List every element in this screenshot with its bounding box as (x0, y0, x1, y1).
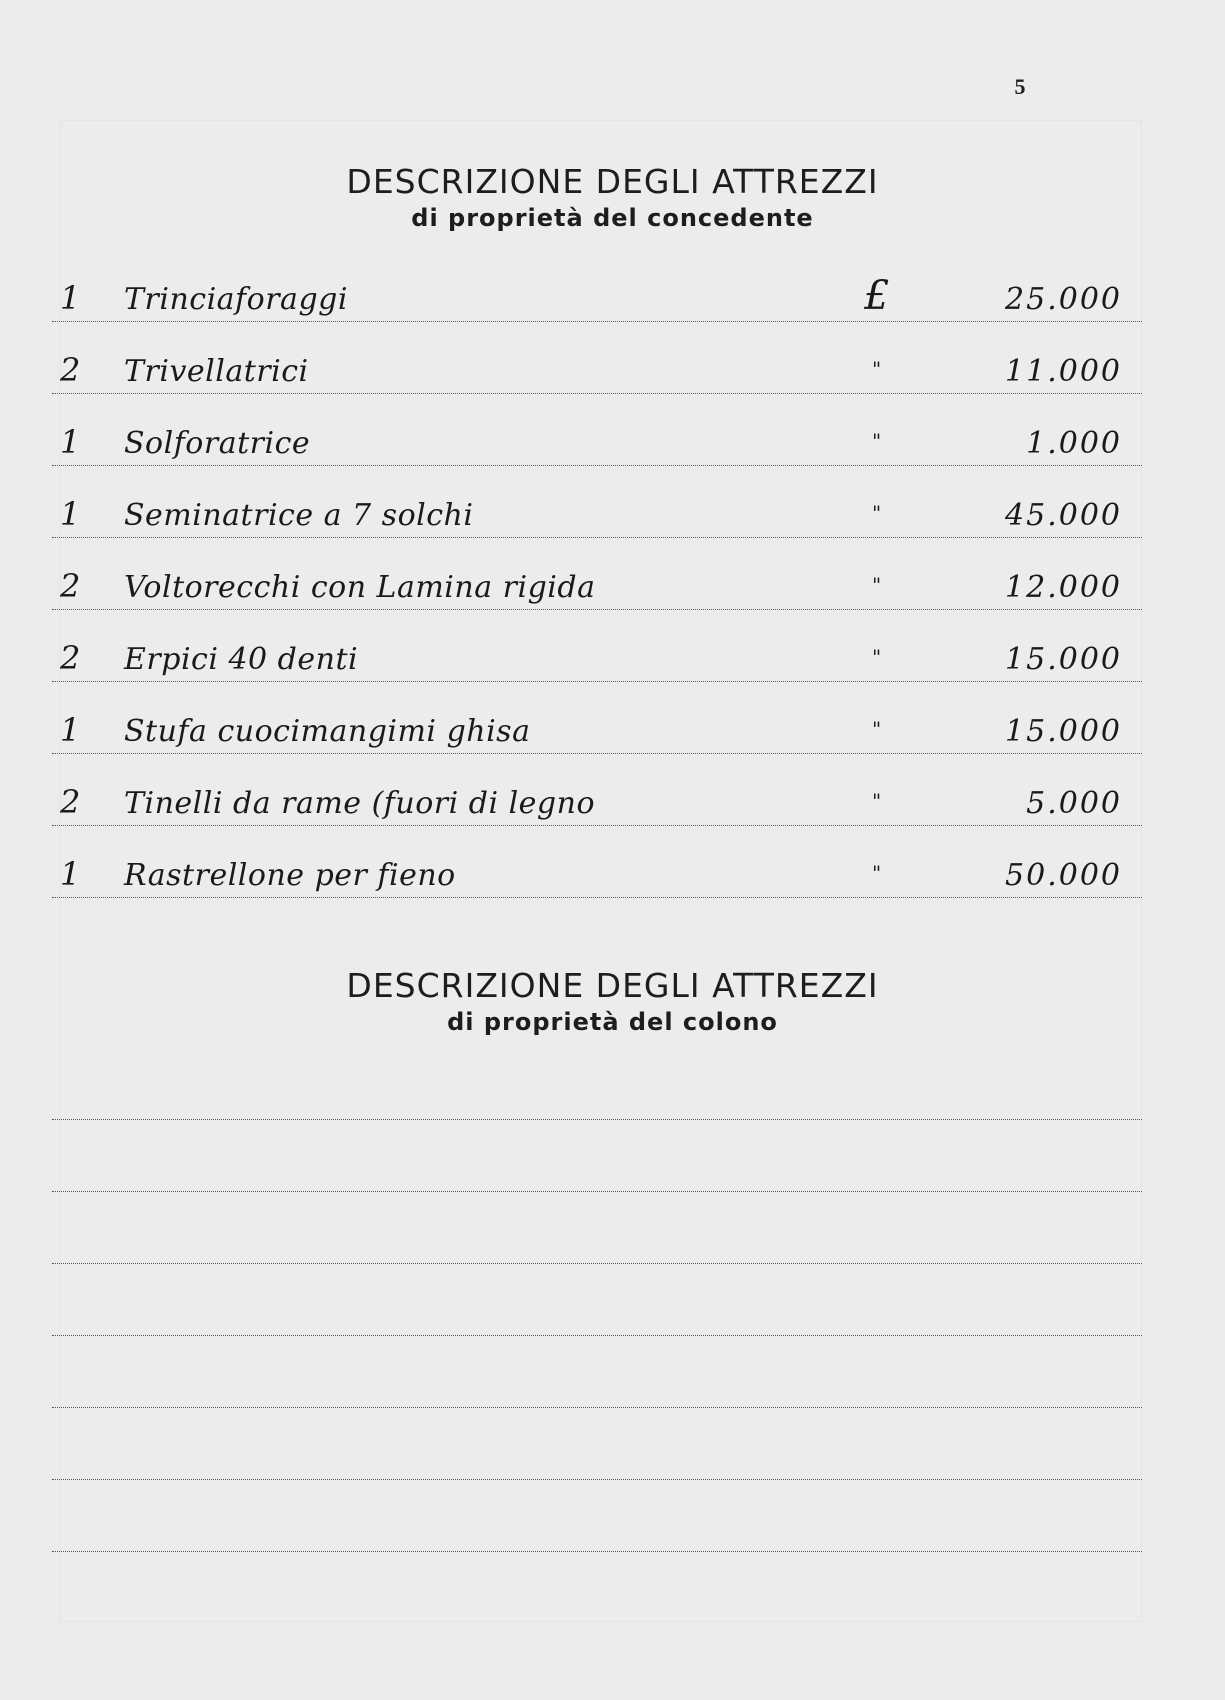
equipment-row (52, 466, 1142, 538)
item-amount: 5.000 (1026, 786, 1122, 821)
ditto-mark: " (872, 789, 882, 813)
ditto-mark: " (872, 357, 882, 381)
item-amount: 1.000 (1026, 426, 1122, 461)
item-amount: 15.000 (1005, 714, 1122, 749)
item-quantity: 1 (60, 279, 81, 317)
item-quantity: 2 (60, 351, 81, 389)
tenant-section-title: DESCRIZIONE DEGLI ATTREZZI (346, 966, 879, 1005)
page-number: 5 (1014, 74, 1026, 99)
blank-ledger-line (52, 1408, 1142, 1480)
blank-ledger-line (52, 1048, 1142, 1120)
ditto-mark: " (872, 645, 882, 669)
item-description: Trinciaforaggi (124, 282, 348, 317)
owner-section-title: DESCRIZIONE DEGLI ATTREZZI (346, 162, 879, 201)
tenant-section-heading (0, 966, 1225, 1038)
equipment-row (52, 610, 1142, 682)
owner-section-subtitle: di proprietà del concedente (411, 204, 814, 232)
currency-mark: £ (864, 273, 890, 319)
blank-ledger-line (52, 1480, 1142, 1552)
item-description: Tinelli da rame (fuori di legno (124, 786, 596, 821)
equipment-row (52, 538, 1142, 610)
equipment-row (52, 682, 1142, 754)
item-amount: 11.000 (1005, 354, 1122, 389)
equipment-row (52, 826, 1142, 898)
blank-ledger-line (52, 1264, 1142, 1336)
item-description: Solforatrice (124, 426, 311, 461)
ditto-mark: " (872, 429, 882, 453)
item-description: Voltorecchi con Lamina rigida (124, 570, 596, 605)
item-amount: 50.000 (1005, 858, 1122, 893)
item-quantity: 1 (60, 495, 81, 533)
item-amount: 15.000 (1005, 642, 1122, 677)
equipment-row (52, 250, 1142, 322)
item-quantity: 2 (60, 639, 81, 677)
tenant-equipment-list (52, 1048, 1142, 1552)
blank-ledger-line (52, 1192, 1142, 1264)
item-amount: 12.000 (1005, 570, 1122, 605)
item-quantity: 2 (60, 567, 81, 605)
equipment-row (52, 322, 1142, 394)
item-quantity: 1 (60, 855, 81, 893)
item-description: Seminatrice a 7 solchi (124, 498, 474, 533)
item-quantity: 1 (60, 423, 81, 461)
ditto-mark: " (872, 861, 882, 885)
blank-ledger-line (52, 1120, 1142, 1192)
owner-section-heading (0, 162, 1225, 234)
ditto-mark: " (872, 717, 882, 741)
item-quantity: 2 (60, 783, 81, 821)
item-amount: 45.000 (1005, 498, 1122, 533)
equipment-row (52, 754, 1142, 826)
ditto-mark: " (872, 573, 882, 597)
tenant-section-subtitle: di proprietà del colono (447, 1008, 778, 1036)
item-description: Rastrellone per fieno (124, 858, 456, 893)
item-description: Stufa cuocimangimi ghisa (124, 714, 531, 749)
owner-equipment-list (52, 250, 1142, 898)
item-description: Erpici 40 denti (124, 642, 359, 677)
blank-ledger-line (52, 1336, 1142, 1408)
ditto-mark: " (872, 501, 882, 525)
item-description: Trivellatrici (124, 354, 309, 389)
item-amount: 25.000 (1005, 282, 1122, 317)
equipment-row (52, 394, 1142, 466)
item-quantity: 1 (60, 711, 81, 749)
